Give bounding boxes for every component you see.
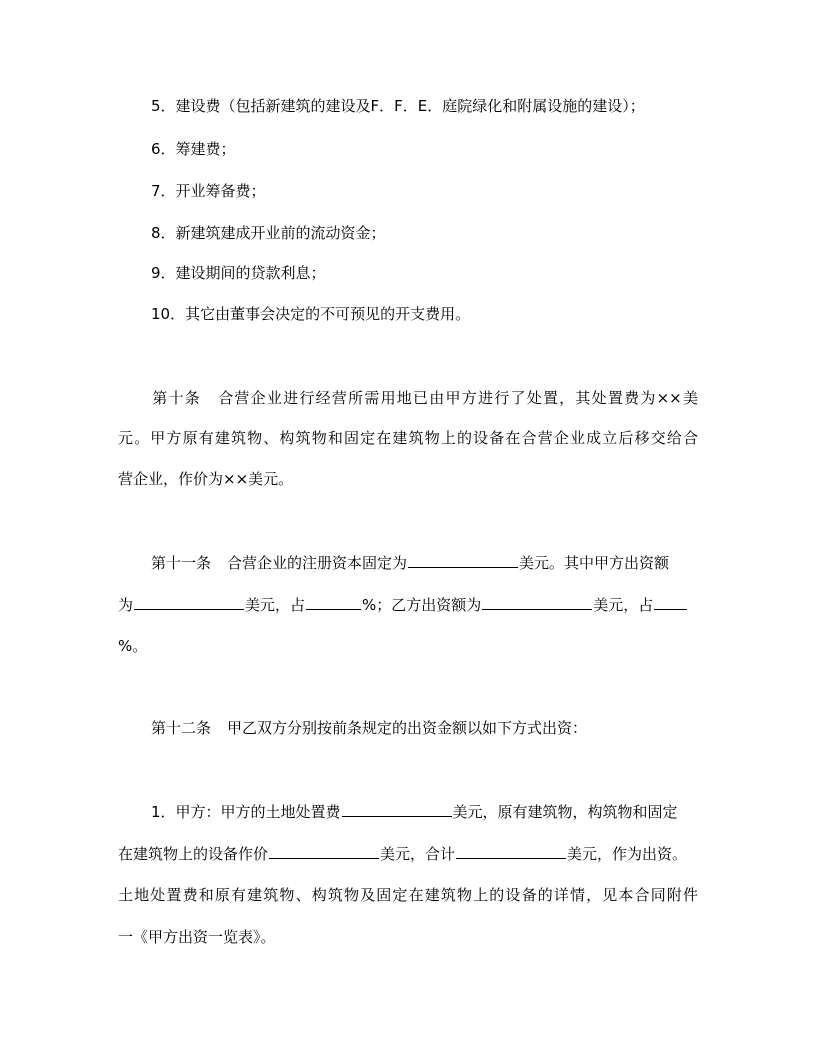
clause1-line4: 一《甲方出资一览表》。 bbox=[118, 928, 276, 946]
blank-party-a-percent[interactable] bbox=[306, 595, 361, 610]
article11-line1: 第十一条 合营企业的注册资本固定为 美元。其中甲方出资额 bbox=[151, 554, 670, 572]
article11-line2: 为 美元，占 %；乙方出资额为 美元，占 bbox=[118, 595, 698, 615]
clause1-line1: 1．甲方：甲方的土地处置费 美元，原有建筑物，构筑物和固定 bbox=[151, 803, 678, 821]
blank-party-b-amount[interactable] bbox=[482, 595, 592, 610]
blank-registered-capital[interactable] bbox=[408, 553, 518, 568]
article10-heading: 第十条 bbox=[151, 389, 201, 407]
list-item: 5．建设费（包括新建筑的建设及F．F．E．庭院绿化和附属设施的建设）； bbox=[151, 97, 645, 115]
list-item: 6．筹建费； bbox=[151, 140, 236, 158]
clause1-line2: 在建筑物上的设备作价 美元，合计 美元，作为出资。 bbox=[118, 845, 688, 863]
list-item: 10．其它由董事会决定的不可预见的开支费用。 bbox=[151, 305, 471, 323]
article11-heading: 第十一条 bbox=[151, 554, 212, 572]
list-item: 9．建设期间的贷款利息； bbox=[151, 264, 326, 282]
list-item: 8．新建筑建成开业前的流动资金； bbox=[151, 224, 386, 242]
blank-party-a-amount[interactable] bbox=[134, 595, 244, 610]
article10-line2: 元。甲方原有建筑物、构筑物和固定在建筑物上的设备在合营企业成立后移交给合 bbox=[118, 429, 698, 447]
article11-line3: %。 bbox=[118, 637, 148, 655]
list-item: 7．开业筹备费； bbox=[151, 182, 266, 200]
article10-line3: 营企业，作价为××美元。 bbox=[118, 470, 294, 488]
blank-party-b-percent[interactable] bbox=[654, 595, 687, 610]
clause1-line3: 土地处置费和原有建筑物、构筑物及固定在建筑物上的设备的详情，见本合同附件 bbox=[118, 886, 698, 904]
article12-line: 第十二条 甲乙双方分别按前条规定的出资金额以如下方式出资： bbox=[151, 719, 588, 737]
blank-total[interactable] bbox=[456, 844, 566, 859]
article10-line1: 第十条 合营企业进行经营所需用地已由甲方进行了处置，其处置费为××美 bbox=[151, 389, 698, 407]
blank-equipment-value[interactable] bbox=[269, 844, 379, 859]
blank-land-disposal-fee[interactable] bbox=[342, 802, 452, 817]
article12-heading: 第十二条 bbox=[151, 719, 212, 737]
